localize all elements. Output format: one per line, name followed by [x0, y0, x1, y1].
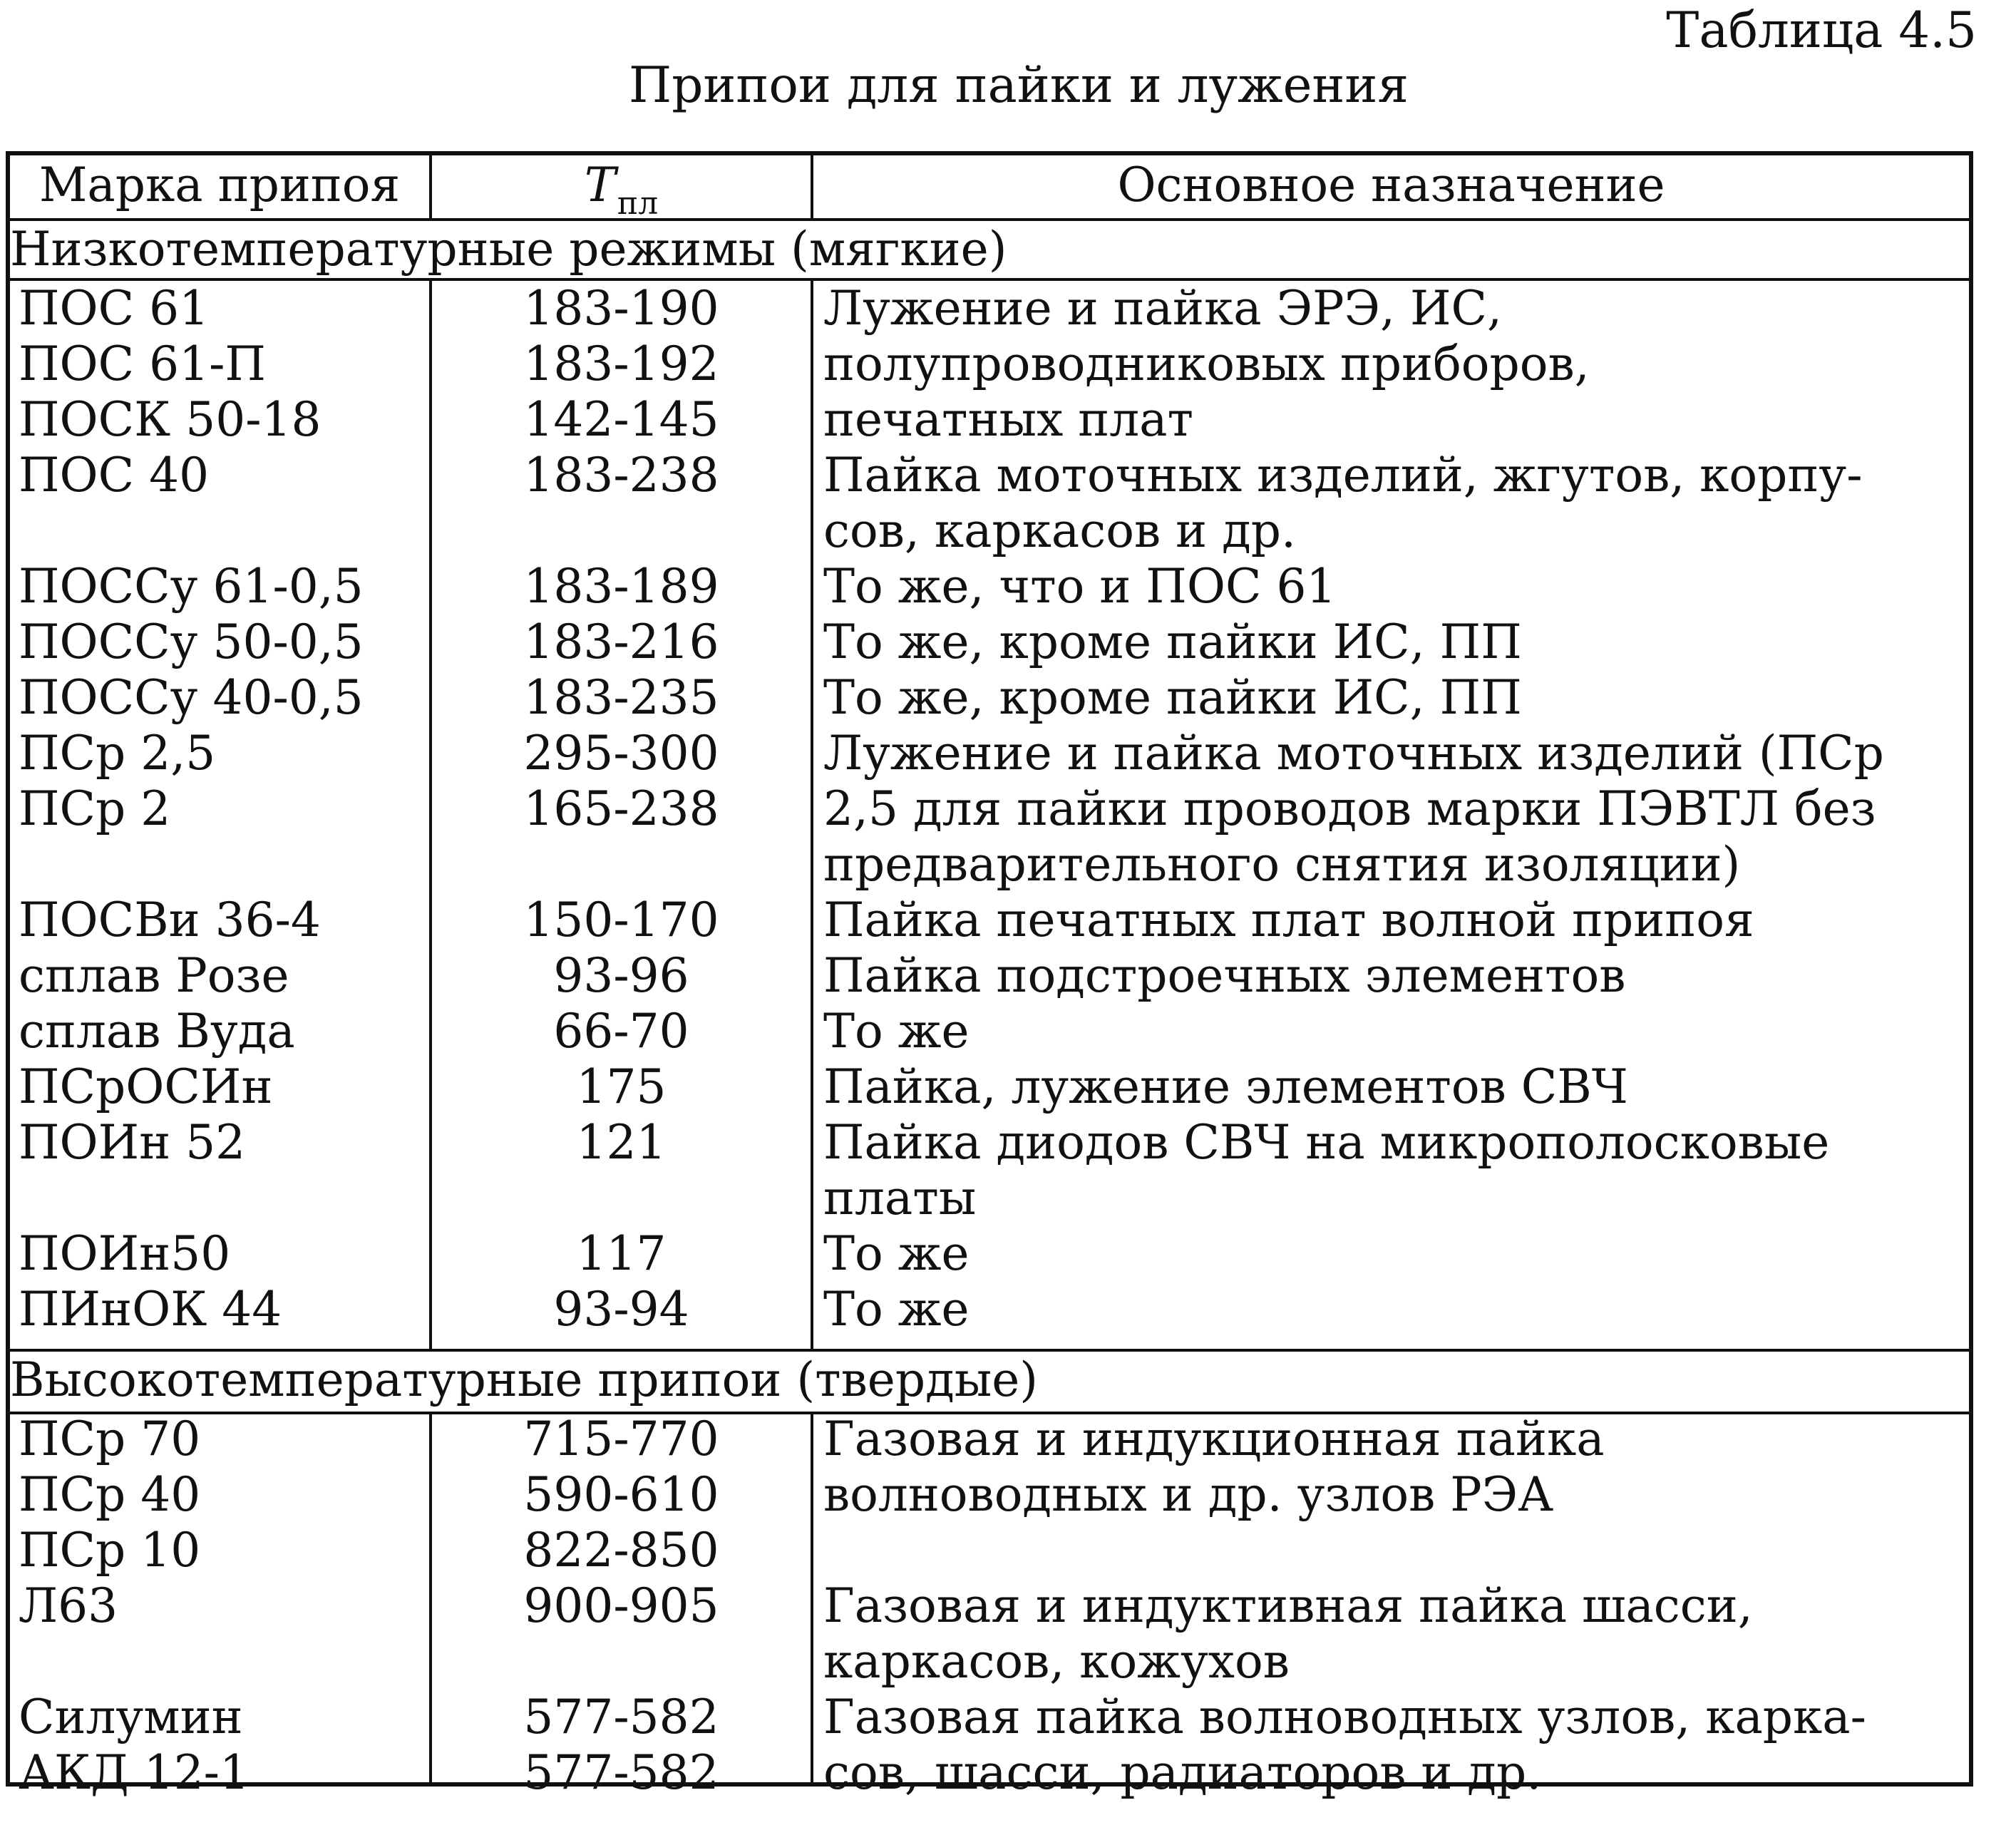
table-cell: ПИнОК 44 — [19, 1282, 282, 1337]
table-cell: Силумин — [19, 1690, 243, 1744]
table-title: Припои для пайки и лужения — [629, 57, 1409, 114]
table-cell: 590-610 — [523, 1467, 719, 1522]
table-cell: Пайка подстроечных элементов — [823, 948, 1626, 1003]
table-cell: Пайка печатных плат волной припоя — [823, 893, 1754, 947]
solder-grade-column — [10, 281, 432, 1349]
table-cell: 900-905 — [523, 1578, 719, 1633]
table-cell: Лужение и пайка ЭРЭ, ИС, — [823, 281, 1502, 336]
table-cell: 183-235 — [523, 670, 719, 725]
table-cell: То же — [823, 1226, 970, 1281]
section-title-high-temperature: Высокотемпературные припои (твердые) — [10, 1349, 1969, 1414]
table-cell: ПОСВи 36-4 — [19, 893, 321, 947]
table-cell: Пайка моточных изделий, жгутов, корпу- — [823, 448, 1863, 503]
table-cell: АКД 12-1 — [19, 1745, 250, 1800]
table-cell: сплав Розе — [19, 948, 289, 1003]
table-cell: 150-170 — [523, 893, 719, 947]
table-cell: 175 — [576, 1059, 667, 1114]
table-cell: ПОС 61 — [19, 281, 210, 336]
table-header-row — [10, 155, 1969, 221]
table-cell: 183-189 — [523, 559, 719, 614]
table-cell: 93-94 — [553, 1282, 689, 1337]
table-cell: ПОССу 61-0,5 — [19, 559, 364, 614]
empty-cell — [432, 1634, 811, 1690]
table-cell: 183-216 — [523, 615, 719, 669]
table-cell: предварительного снятия изоляции) — [823, 837, 1741, 892]
section-body-low-temperature — [10, 281, 1969, 1349]
table-cell: каркасов, кожухов — [823, 1634, 1290, 1689]
table-cell: 822-850 — [523, 1523, 719, 1578]
empty-cell — [432, 503, 811, 559]
table-cell: платы — [823, 1171, 977, 1225]
table-cell: То же — [823, 1004, 970, 1059]
table-cell: 715-770 — [523, 1412, 719, 1466]
temperature-symbol: T — [584, 158, 616, 212]
table-cell: Л63 — [19, 1578, 118, 1633]
table-cell: Газовая и индукционная пайка — [823, 1412, 1605, 1466]
solder-grade-column — [10, 1412, 432, 1800]
table-cell: ПСрОСИн — [19, 1059, 273, 1114]
table-cell: ПОССу 40-0,5 — [19, 670, 364, 725]
table-cell: Газовая пайка волноводных узлов, карка- — [823, 1690, 1866, 1744]
table-cell: 165-238 — [523, 781, 719, 836]
table-cell: 93-96 — [553, 948, 689, 1003]
table-cell: ПСр 2 — [19, 781, 171, 836]
table-cell: 117 — [576, 1226, 667, 1281]
empty-cell — [10, 503, 429, 559]
table-cell: Лужение и пайка моточных изделий (ПСр — [823, 726, 1884, 781]
empty-cell — [10, 837, 429, 893]
table-cell: 142-145 — [523, 392, 719, 447]
empty-cell — [10, 1171, 429, 1226]
table-cell: 183-190 — [523, 281, 719, 336]
empty-cell — [432, 837, 811, 893]
table-cell: ПОС 40 — [19, 448, 210, 503]
table-cell: Газовая и индуктивная пайка шасси, — [823, 1578, 1753, 1633]
table-cell: То же — [823, 1282, 970, 1337]
table-cell: ПОСК 50-18 — [19, 392, 322, 447]
table-cell: 66-70 — [553, 1004, 689, 1059]
table-cell: сов, каркасов и др. — [823, 503, 1296, 558]
table-cell: 295-300 — [523, 726, 719, 781]
empty-cell — [10, 1634, 429, 1690]
main-purpose-column — [813, 281, 1969, 1349]
solder-table — [6, 151, 1973, 1800]
header-melting-temperature — [432, 155, 813, 222]
section-body-high-temperature — [10, 1412, 1969, 1800]
table-cell: ПСр 2,5 — [19, 726, 216, 781]
table-cell: ПСр 10 — [19, 1523, 201, 1578]
table-cell: ПСр 70 — [19, 1412, 201, 1466]
table-cell: ПОС 61-П — [19, 336, 266, 391]
table-cell: 577-582 — [523, 1690, 719, 1744]
table-cell: ПОССу 50-0,5 — [19, 615, 364, 669]
empty-cell — [813, 1523, 1969, 1578]
melting-temperature-column — [432, 1412, 813, 1800]
table-number: Таблица 4.5 — [1666, 2, 1977, 59]
main-purpose-column — [813, 1412, 1969, 1800]
table-cell: Пайка диодов СВЧ на микрополосковые — [823, 1115, 1830, 1170]
table-cell: печатных плат — [823, 392, 1194, 447]
table-cell: То же, что и ПОС 61 — [823, 559, 1337, 614]
section-title-low-temperature: Низкотемпературные режимы (мягкие) — [10, 221, 1969, 281]
melting-temperature-column — [432, 281, 813, 1349]
table-cell: 121 — [576, 1115, 667, 1170]
table-cell: сплав Вуда — [19, 1004, 295, 1059]
table-cell: ПОИн50 — [19, 1226, 231, 1281]
temperature-subscript: пл — [617, 185, 659, 222]
table-cell: 577-582 — [523, 1745, 719, 1800]
table-cell: ПОИн 52 — [19, 1115, 246, 1170]
table-cell: волноводных и др. узлов РЭА — [823, 1467, 1554, 1522]
table-cell: ПСр 40 — [19, 1467, 201, 1522]
table-cell: То же, кроме пайки ИС, ПП — [823, 670, 1522, 725]
table-cell: 2,5 для пайки проводов марки ПЭВТЛ без — [823, 781, 1876, 836]
table-cell: полупроводниковых приборов, — [823, 336, 1590, 391]
empty-cell — [432, 1171, 811, 1226]
table-cell: 183-238 — [523, 448, 719, 503]
header-solder-grade: Марка припоя — [10, 155, 432, 218]
table-cell: сов, шасси, радиаторов и др. — [823, 1745, 1542, 1800]
table-cell: Пайка, лужение элементов СВЧ — [823, 1059, 1628, 1114]
table-cell: 183-192 — [523, 336, 719, 391]
header-main-purpose: Основное назначение — [1117, 158, 1665, 212]
table-cell: То же, кроме пайки ИС, ПП — [823, 615, 1522, 669]
